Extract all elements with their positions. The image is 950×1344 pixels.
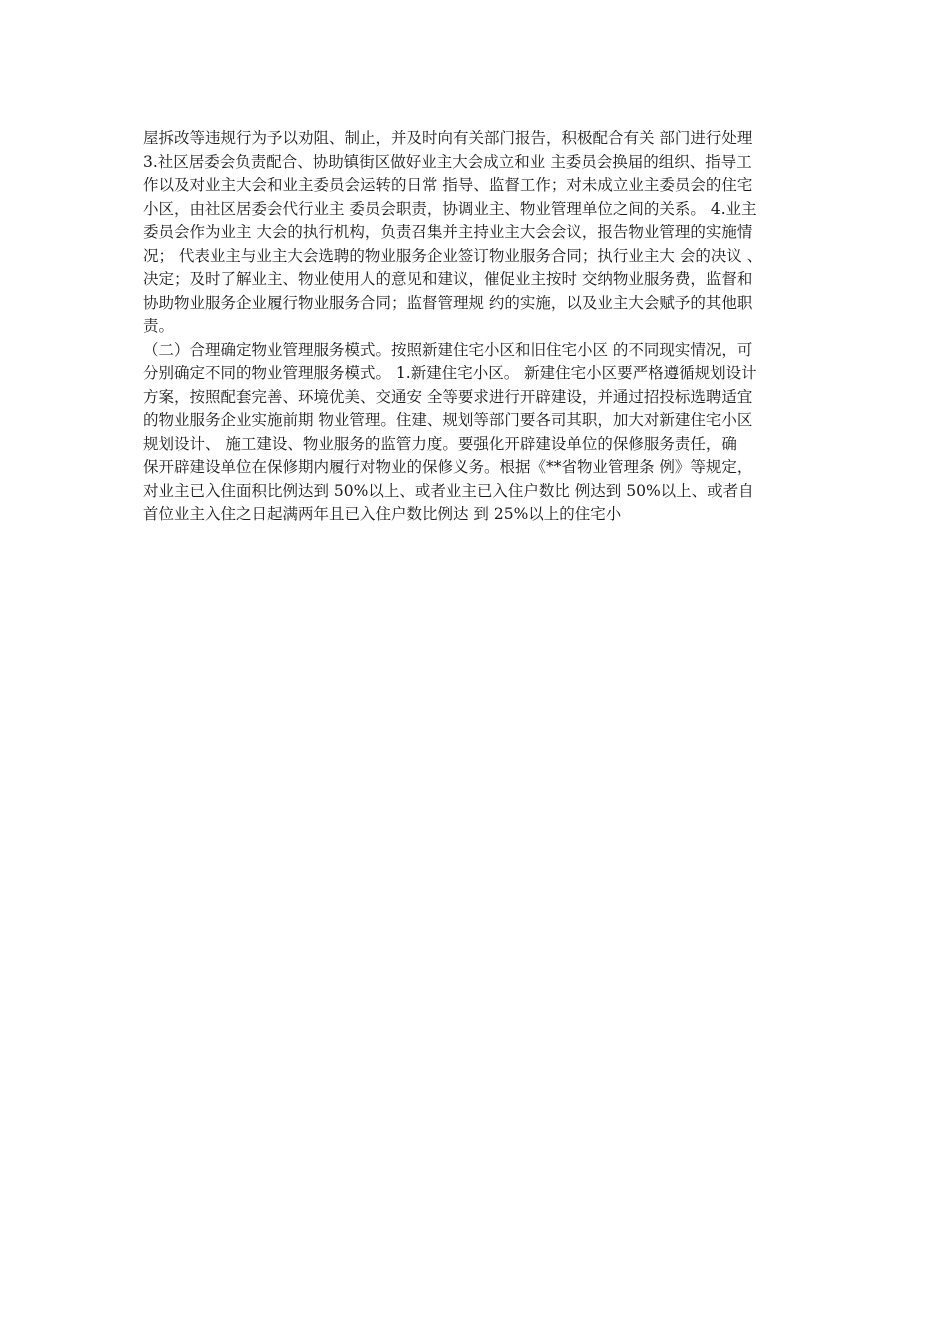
text-line: 况； 代表业主与业主大会选聘的物业服务企业签订物业服务合同；执行业主大 会的决议 、 <box>143 246 763 265</box>
text-line: 分别确定不同的物业管理服务模式。 1.新建住宅小区。 新建住宅小区要严格遵循规划设计 <box>143 364 757 382</box>
body-text <box>143 127 823 527</box>
text-line: 方案，按照配套完善、环境优美、交通安 全等要求进行开辟建设，并通过招投标选聘适宜 <box>143 387 753 406</box>
text-line: （二）合理确定物业管理服务模式。按照新建住宅小区和旧住宅小区 的不同现实情况，可 <box>143 340 753 359</box>
text-line: 小区，由社区居委会代行业主 委员会职责，协调业主、物业管理单位之间的关系。 4.业主 <box>143 199 757 218</box>
text-line: 责。 <box>143 317 175 335</box>
text-line: 保开辟建设单位在保修期内履行对物业的保修义务。根据《**省物业管理条 例》等规定， <box>143 458 753 476</box>
text-line: 对业主已入住面积比例达到 50%以上、或者业主已入住户数比 例达到 50%以上、或者自 <box>143 481 754 500</box>
text-line: 3.社区居委会负责配合、协助镇街区做好业主大会成立和业 主委员会换届的组织、指导工 <box>143 152 752 171</box>
text-line: 作以及对业主大会和业主委员会运转的日常 指导、监督工作；对未成立业主委员会的住宅 <box>143 176 753 194</box>
text-line: 规划设计、 施工建设、物业服务的监管力度。要强化开辟建设单位的保修服务责任，确 <box>143 434 737 453</box>
text-line: 首位业主入住之日起满两年且已入住户数比例达 到 25%以上的住宅小 <box>143 505 622 523</box>
text-line: 决定；及时了解业主、物业使用人的意见和建议，催促业主按时 交纳物业服务费，监督和 <box>143 270 753 288</box>
text-line: 的物业服务企业实施前期 物业管理。住建、规划等部门要各司其职，加大对新建住宅小区 <box>143 411 753 429</box>
text-line: 屋拆改等违规行为予以劝阻、制止，并及时向有关部门报告，积极配合有关 部门进行处理 <box>143 129 753 147</box>
text-line: 协助物业服务企业履行物业服务合同；监督管理规 约的实施，以及业主大会赋予的其他职 <box>143 293 753 312</box>
text-line: 委员会作为业主 大会的执行机构，负责召集并主持业主大会会议，报告物业管理的实施情 <box>143 223 753 241</box>
